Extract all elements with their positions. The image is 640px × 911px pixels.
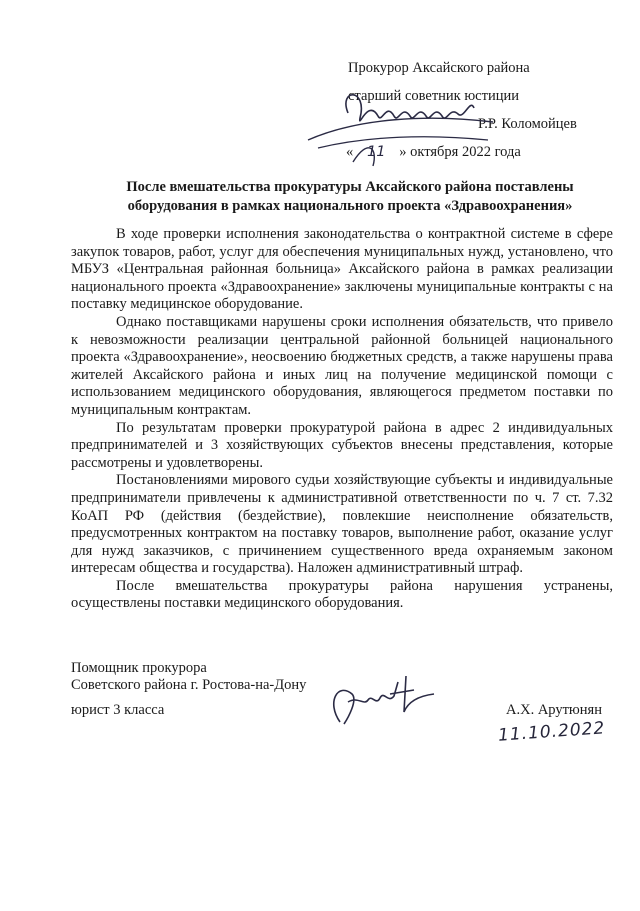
approval-date-rest: » октября 2022 года bbox=[399, 144, 521, 160]
approval-date-open-quote: « bbox=[346, 144, 354, 160]
signer-position: Помощник прокурора bbox=[71, 660, 207, 676]
approval-position: Прокурор Аксайского района bbox=[348, 60, 530, 76]
body-paragraph-4: Постановлениями мирового судьи хозяйствующие субъекты и индивидуальные предприниматели привлечены к административной ответственности по ч. 7 ст. 7.32 КоАП РФ (действия (бездействие), повлекшие неисполнение обязательств, предусмотренных контрактом на поставку товаров, выполнение работ, оказание услуг для нужд заказчиков, с причинением существенного вреда охраняемым законом интересам общества и государства). Наложен административный штраф. bbox=[71, 472, 613, 577]
approval-date-day: 11 bbox=[367, 144, 386, 160]
signer-name: А.Х. Арутюнян bbox=[506, 702, 602, 718]
body-paragraph-1: В ходе проверки исполнения законодательства о контрактной системе в сфере закупок товаров, работ, услуг для обеспечения муниципальных нужд, установлено, что МБУЗ «Центральная районная больница» Аксайского района в рамках реализации национального проекта «Здравоохранение» заключены муниципальные контракты с на поставку медицинское оборудование. bbox=[71, 226, 613, 313]
approval-name: Р.Р. Коломойцев bbox=[478, 116, 577, 132]
prosecutor-signature bbox=[298, 78, 498, 168]
handwritten-date: 11.10.2022 bbox=[497, 718, 606, 746]
approval-rank: старший советник юстиции bbox=[348, 88, 519, 104]
body-paragraph-5: После вмешательства прокуратуры района нарушения устранены, осуществлены поставки медицинского оборудования. bbox=[71, 577, 613, 612]
document-body bbox=[71, 226, 613, 613]
signer-rank: юрист 3 класса bbox=[71, 702, 165, 718]
assistant-signature bbox=[318, 672, 438, 732]
signer-organization: Советского района г. Ростова-на-Дону bbox=[71, 677, 307, 693]
document-title: После вмешательства прокуратуры Аксайского района поставлены оборудования в рамках национального проекта «Здравоохранения» bbox=[126, 179, 574, 214]
body-paragraph-2: Однако поставщиками нарушены сроки исполнения обязательств, что привело к невозможности реализации центральной районной больницей национального проекта «Здравоохранение», неосвоению бюджетных средств, а также нарушены права жителей Аксайского района и иных лиц на получение медицинской помощи с использованием медицинского оборудования, являющегося предметом поставки по муниципальным контрактам. bbox=[71, 313, 613, 418]
body-paragraph-3: По результатам проверки прокуратурой района в адрес 2 индивидуальных предпринимателей и 3 хозяйствующих субъектов внесены представления, которые рассмотрены и удовлетворены. bbox=[71, 419, 613, 471]
